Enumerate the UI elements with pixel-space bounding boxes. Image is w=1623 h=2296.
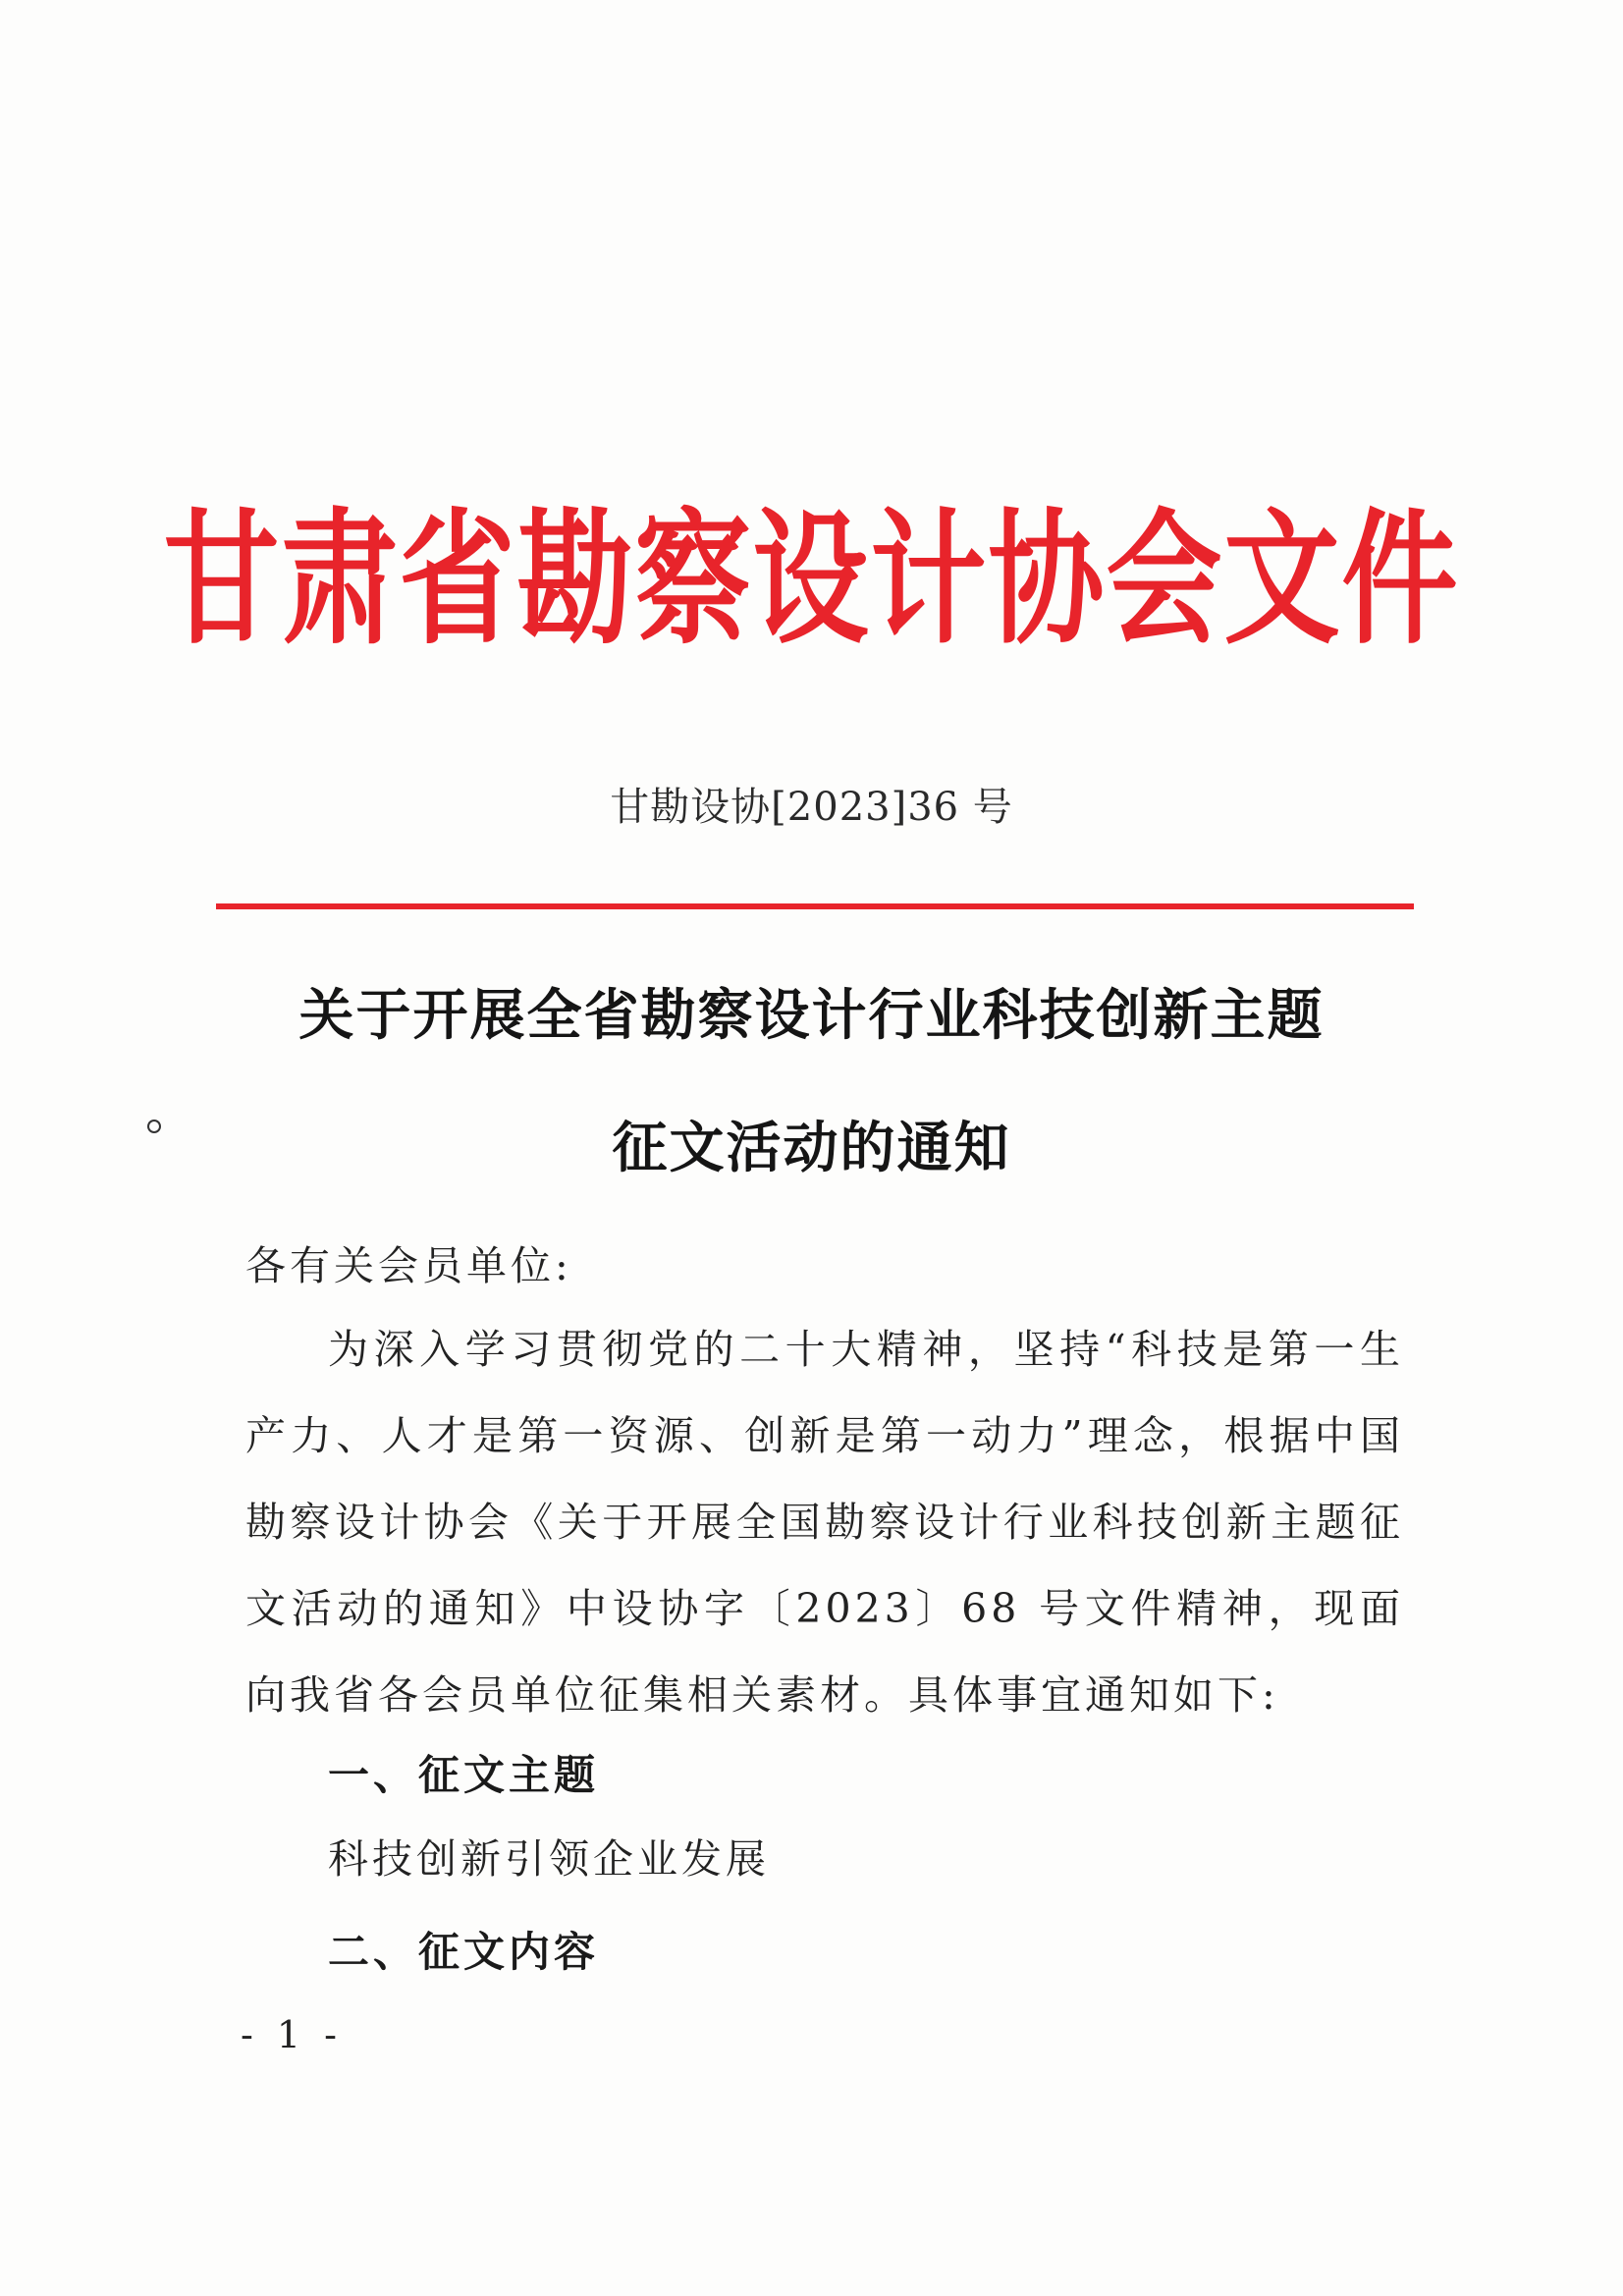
intro-paragraph: 为深入学习贯彻党的二十大精神，坚持“科技是第一生产力、人才是第一资源、创新是第一动力”理念，根据中国勘察设计协会《关于开展全国勘察设计行业科技创新主题征文活动的通知》中设协字〔2023〕68 号文件精神，现面向我省各会员单位征集相关素材。具体事宜通知如下:: [245, 1326, 1404, 1719]
page-number: - 1 -: [241, 2013, 344, 2056]
document-number: 甘勘设协[2023]36 号: [610, 785, 1013, 830]
document-title-line-1: 关于开展全省勘察设计行业科技创新主题: [298, 984, 1325, 1048]
salutation: 各有关会员单位:: [245, 1242, 572, 1289]
document-masthead: 甘肃省勘察设计协会文件: [163, 494, 1460, 665]
section-2-heading: 二、征文内容: [328, 1928, 600, 1976]
section-1-content: 科技创新引领企业发展: [328, 1835, 770, 1883]
section-1-heading: 一、征文主题: [328, 1751, 600, 1799]
document-title-line-2: 征文活动的通知: [612, 1117, 1011, 1180]
red-separator-line: [216, 903, 1414, 909]
